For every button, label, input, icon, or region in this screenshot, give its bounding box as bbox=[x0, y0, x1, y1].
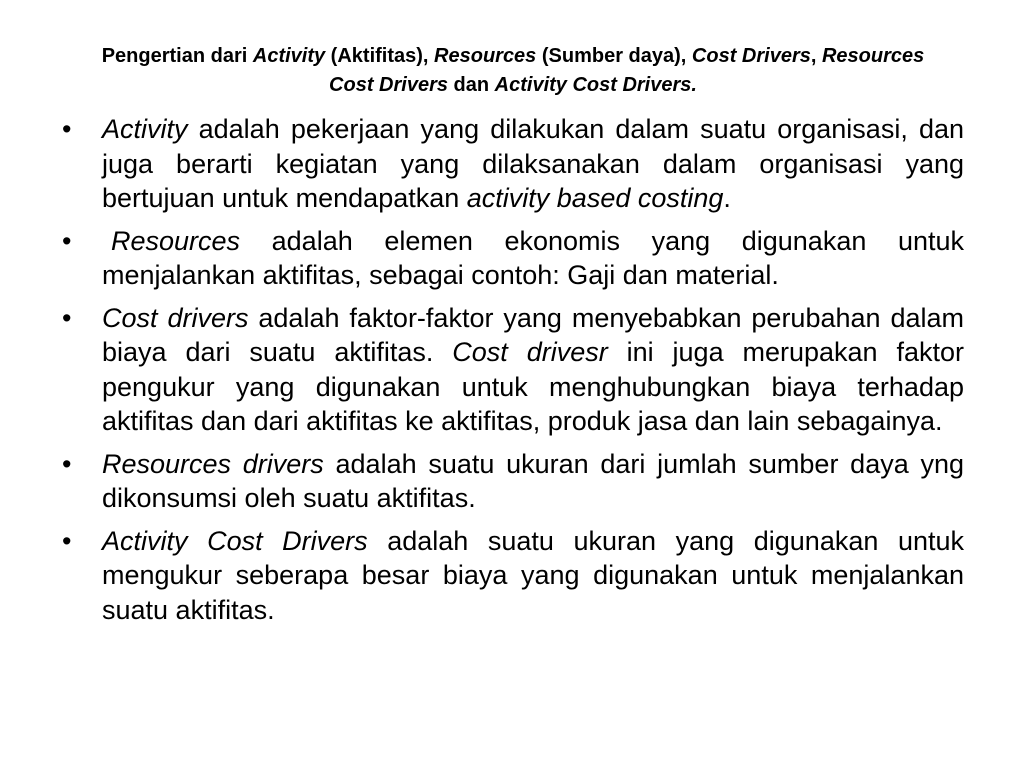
bullet-term: Resources drivers bbox=[102, 448, 324, 479]
bullet-term: Cost drivers bbox=[102, 302, 249, 333]
title-part: Pengertian dari bbox=[101, 45, 253, 67]
bullet-item-activity-cost-drivers bbox=[62, 524, 964, 628]
bullet-dot-icon: • bbox=[62, 225, 72, 256]
slide-title bbox=[90, 42, 936, 100]
bullet-dot-icon: • bbox=[62, 448, 72, 479]
bullet-text: adalah suatu ukuran yang digunakan untuk mengukur seberapa besar biaya yang digunakan untuk menjalankan suatu aktifitas. bbox=[102, 525, 964, 625]
bullet-dot-icon: • bbox=[62, 302, 72, 333]
bullet-dot-icon: • bbox=[62, 525, 72, 556]
title-part: Resources Cost Drivers bbox=[329, 45, 925, 96]
bullet-term: activity based costing bbox=[466, 183, 724, 213]
bullet-list bbox=[62, 112, 964, 635]
bullet-text: adalah elemen ekonomis yang digunakan untuk menjalankan aktifitas, sebagai contoh: Gaji dan material. bbox=[102, 225, 964, 290]
bullet-text: adalah suatu ukuran dari jumlah sumber daya yng dikonsumsi oleh suatu aktifitas. bbox=[102, 448, 964, 513]
title-part: , bbox=[810, 45, 822, 67]
title-part: Activity Cost Drivers. bbox=[494, 74, 697, 96]
bullet-item-resources bbox=[62, 224, 964, 293]
bullet-term: Activity bbox=[102, 114, 188, 144]
bullet-text: adalah faktor-faktor yang menyebabkan perubahan dalam biaya dari suatu aktifitas. bbox=[102, 302, 964, 367]
bullet-item-activity bbox=[62, 112, 964, 216]
bullet-item-cost-drivers bbox=[62, 301, 964, 439]
title-part: (Aktifitas), bbox=[325, 45, 435, 67]
bullet-dot-icon: • bbox=[62, 114, 72, 144]
bullet-term: Activity Cost Drivers bbox=[102, 525, 368, 556]
title-part: dan bbox=[447, 74, 495, 96]
title-part: Resources bbox=[434, 45, 537, 67]
bullet-text: adalah pekerjaan yang dilakukan dalam suatu organisasi, dan juga berarti kegiatan yang dilaksanakan dalam organisasi yang bertujuan untuk mendapatkan bbox=[102, 114, 964, 213]
title-part: Cost Drivers bbox=[691, 45, 811, 67]
bullet-term: Resources bbox=[111, 225, 241, 256]
bullet-term: Cost drivesr bbox=[452, 337, 608, 367]
bullet-text: . bbox=[723, 183, 731, 213]
title-part: (Sumber daya), bbox=[536, 45, 692, 67]
title-part: Activity bbox=[252, 45, 326, 67]
bullet-item-resources-drivers bbox=[62, 447, 964, 516]
bullet-text: ini juga merupakan faktor pengukur yang digunakan untuk menghubungkan biaya terhadap aktifitas dan dari aktifitas ke aktifitas, produk jasa dan lain sebagainya. bbox=[102, 337, 965, 436]
